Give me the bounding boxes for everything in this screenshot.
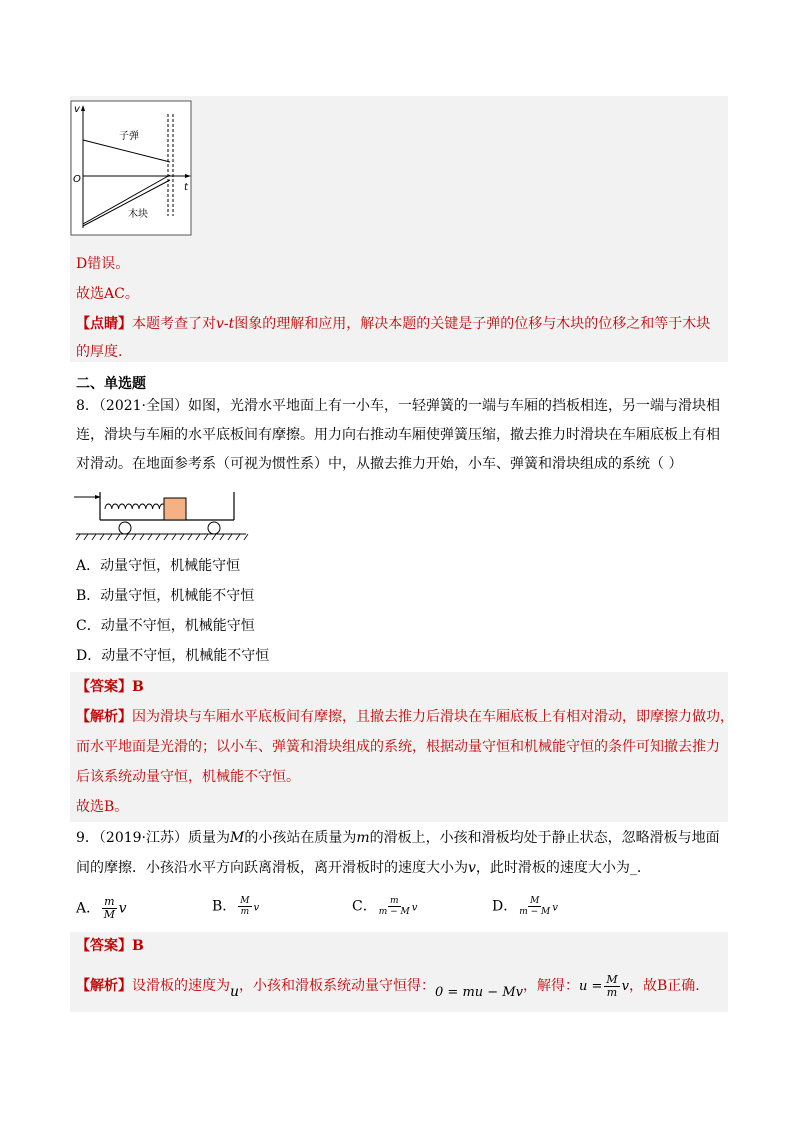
q9-var-m: m [356, 830, 370, 846]
q9-option-d-v: v [552, 902, 558, 914]
q7-comment-line2: 的厚度. [76, 344, 123, 360]
vt-origin: O [73, 174, 81, 185]
q9-option-c-frac [379, 896, 410, 917]
q8-option-a: A．动量守恒，机械能守恒 [76, 558, 241, 574]
vt-bullet-label: 子弹 [119, 131, 139, 142]
q9-var-u: u [230, 984, 240, 1000]
cart-figure [72, 488, 250, 542]
analysis-tag: 【解析】 [76, 709, 132, 725]
q7-d-wrong: D错误。 [76, 256, 130, 272]
comment-vt: v-t [216, 316, 235, 332]
q9-analysis [76, 974, 700, 999]
q9-eq-lhs: u = [578, 979, 603, 994]
q9-eq-num: M [606, 973, 618, 986]
q9-analysis-a: 设滑板的速度为 [132, 978, 230, 994]
q9-option-d-frac [519, 896, 550, 917]
q9-text-b: 的小孩站在质量为 [244, 830, 357, 846]
q9-option-d-letter: D． [492, 898, 518, 915]
q9-answer: 【答案】B [76, 938, 144, 954]
q9-option-b-letter: B． [212, 898, 237, 915]
q9-eq-den: m [606, 986, 618, 999]
q9-text-d: 间的摩擦．小孩沿水平方向跃离滑板，离开滑板时的速度大小为 [76, 860, 468, 876]
vt-axis-t: t [184, 182, 188, 193]
q9-option-b-v: v [253, 902, 260, 914]
q8-option-c: C．动量不守恒，机械能守恒 [76, 618, 255, 634]
q9-var-M: M [230, 830, 245, 846]
q9-option-a-num: m [104, 895, 115, 908]
q9-option-b [212, 896, 259, 919]
q9-stem-line2 [76, 858, 641, 878]
q8-analysis-line1 [76, 707, 734, 727]
q8-option-b: B．动量守恒，机械能不守恒 [76, 588, 255, 604]
comment-text-a: 本题考查了对 [132, 316, 216, 332]
vt-graph-figure [70, 100, 192, 236]
q9-option-d-num: M [530, 896, 540, 906]
q8-analysis-line2: 而水平地面是光滑的；以小车、弹簧和滑块组成的系统，根据动量守恒和机械能守恒的条件可知撤去推力 [76, 739, 720, 755]
comment-tag: 【点睛】 [76, 316, 132, 332]
q7-comment-line1 [76, 314, 710, 334]
q9-option-b-num: M [240, 896, 250, 906]
q9-analysis-b: ，小孩和滑板系统动量守恒得： [239, 978, 436, 994]
q9-option-c [352, 896, 417, 919]
q9-option-a-letter: A． [76, 900, 101, 917]
vt-block-label: 木块 [128, 209, 148, 220]
q9-option-a [76, 896, 126, 921]
q9-option-c-den: m − M [378, 907, 410, 917]
q9-analysis-c: ，解得： [522, 978, 579, 994]
q9-eq-v: v [621, 979, 630, 994]
q8-option-d: D．动量不守恒，机械能不守恒 [76, 648, 270, 664]
q8-analysis-line3: 后该系统动量守恒，机械能不守恒。 [76, 769, 300, 785]
q8-answer: 【答案】B [76, 679, 144, 695]
q9-stem-line1 [76, 828, 720, 848]
q9-option-c-v: v [411, 902, 418, 914]
comment-text-b: 图象的理解和应用，解决本题的关键是子弹的位移与木块的位移之和等于木块 [234, 316, 711, 332]
q9-option-d [492, 896, 558, 919]
q9-eq-frac [604, 974, 619, 999]
q9-option-a-frac [102, 896, 116, 921]
q8-stem-line2: 连，滑块与车厢的水平底板间有摩擦。用力向右推动车厢使弹簧压缩，撤去推力时滑块在车厢底板上有相 [76, 427, 720, 443]
q9-analysis-d: ，故B正确. [629, 978, 700, 994]
q9-var-v: v [468, 860, 476, 876]
q9-option-a-v: v [118, 900, 127, 917]
vt-axis-v: v [74, 104, 80, 115]
q9-option-c-num: m [389, 896, 399, 906]
q9-option-b-frac [238, 896, 251, 917]
q9-analysis-tag: 【解析】 [76, 978, 132, 994]
q9-equation-result [578, 973, 630, 999]
q9-text-e: ，此时滑板的速度大小为_. [475, 860, 642, 876]
q9-text-a: 9．（2019·江苏）质量为 [76, 830, 230, 846]
q9-option-b-den: m [240, 907, 250, 917]
q9-solution-block [70, 932, 728, 1012]
q9-text-c: 的滑板上，小孩和滑板均处于静止状态，忽略滑板与地面 [369, 830, 720, 846]
q9-option-d-den: m − M [519, 907, 551, 917]
q8-stem-line3: 对滑动。在地面参考系（可视为惯性系）中，从撤去推力开始，小车、弹簧和滑块组成的系统（ ） [76, 456, 683, 472]
q8-stem-line1: 8．（2021·全国）如图，光滑水平地面上有一小车，一轻弹簧的一端与车厢的挡板相连，另一端与滑块相 [76, 398, 720, 414]
q9-option-a-den: M [103, 908, 115, 921]
q9-equation-momentum: 0 = mu − Mv [435, 985, 523, 1000]
q8-choose: 故选B。 [76, 799, 129, 815]
analysis-text: 因为滑块与车厢水平底板间有摩擦，且撤去推力后滑块在车厢底板上有相对滑动，即摩擦力做功， [132, 709, 734, 725]
q9-option-c-letter: C． [352, 898, 377, 915]
section-title: 二、单选题 [76, 376, 146, 392]
q7-choose: 故选AC。 [76, 286, 139, 302]
